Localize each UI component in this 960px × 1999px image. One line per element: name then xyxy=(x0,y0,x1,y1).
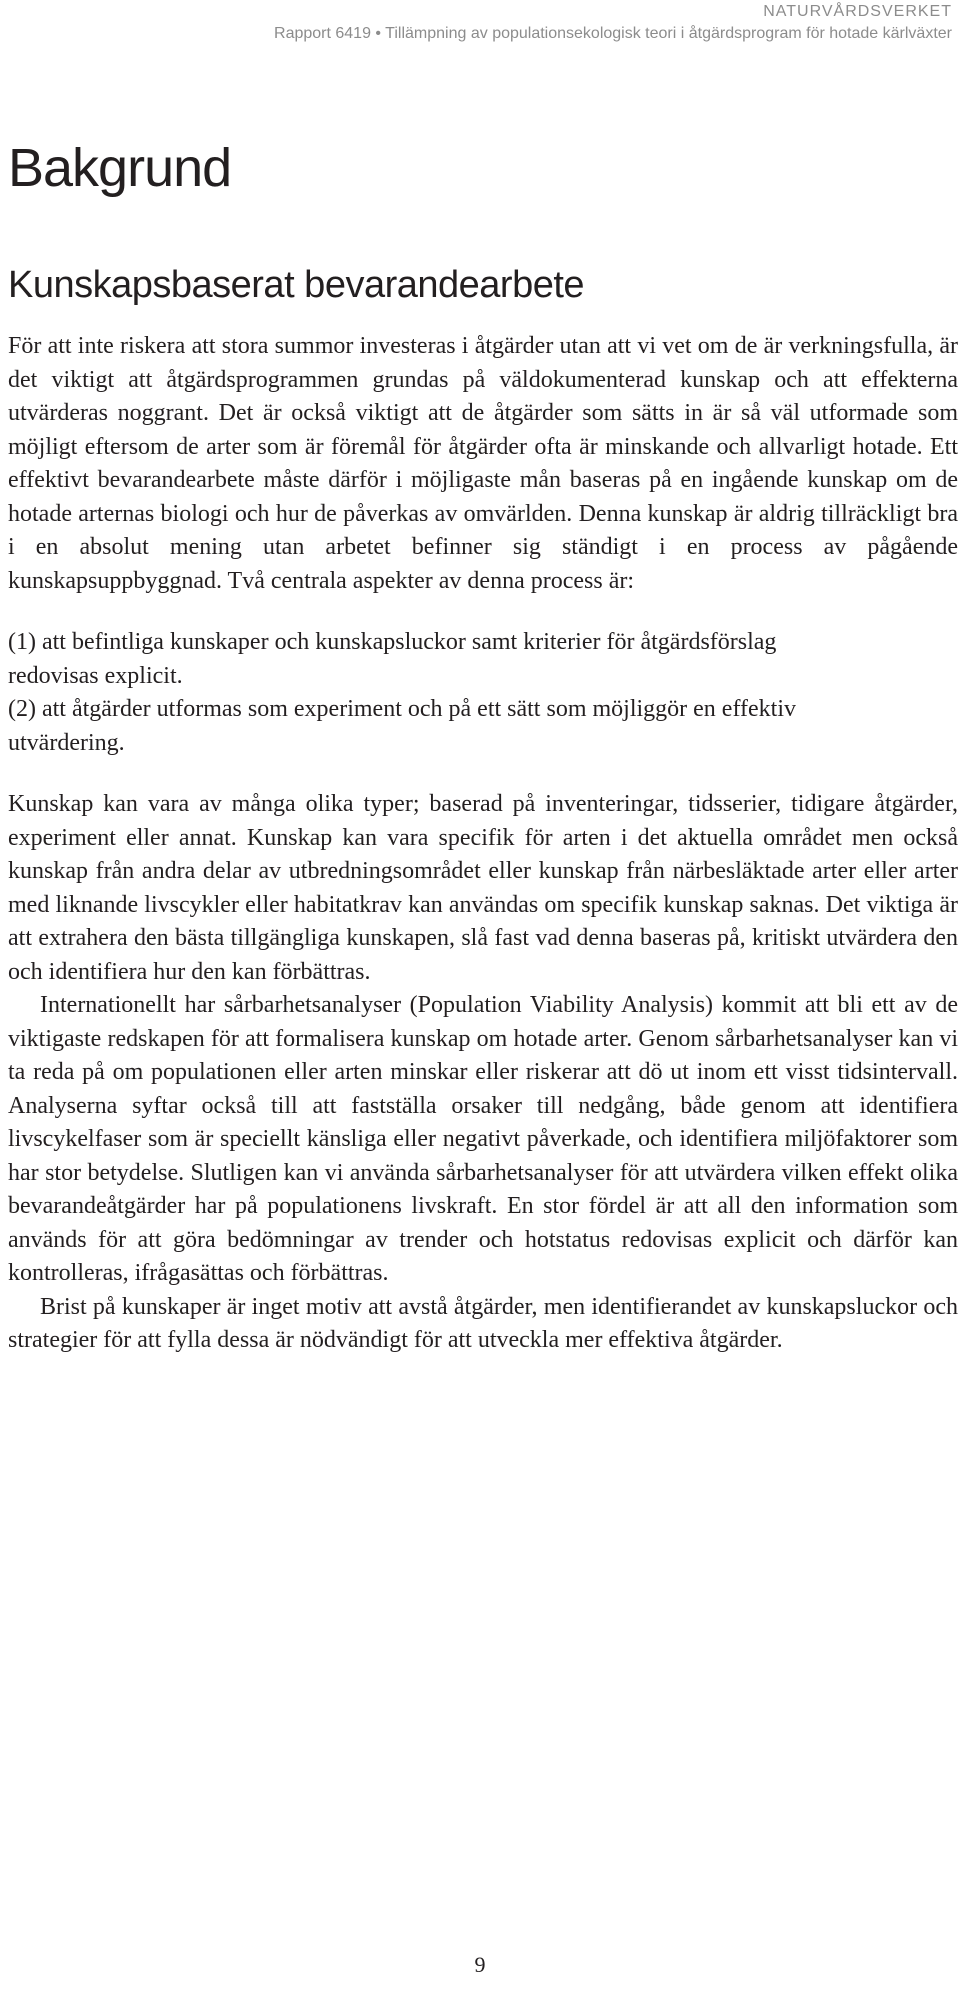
page-number: 9 xyxy=(474,1952,486,1977)
list-item: (2) att åtgärder utformas som experiment och på ett sätt som möjliggör en effektiv utvärdering. xyxy=(8,696,796,756)
aspects-list xyxy=(8,626,960,760)
section-heading: Kunskapsbaserat bevarandearbete xyxy=(8,264,585,306)
header-organization: NATURVÅRDSVERKET xyxy=(763,3,952,20)
intro-paragraph: För att inte riskera att stora summor investeras i åtgärder utan att vi vet om de är verkningsfulla, är det viktigt att åtgärdsprogrammen grundas på väldokumenterad kunskap och att effekterna utvärderas noggrant. Det är också viktigt att de åtgärder som sätts in är så väl utformade som möjligt eftersom de arter som är föremål för åtgärder ofta är minskande och allvarligt hotade. Ett effektivt bevarandearbete måste därför i möjligaste mån baseras på en ingående kunskap om de hotade arternas biologi och hur de påverkas av omvärlden. Denna kunskap är aldrig tillräckligt bra i en absolut mening utan arbetet befinner sig ständigt i en process av pågående kunskapsuppbyggnad. Två centrala aspekter av denna process är: xyxy=(8,333,958,594)
conclusion-paragraph: Brist på kunskaper är inget motiv att avstå åtgärder, men identifierandet av kunskapsluckor och strategier för att fylla dessa är nödvändigt för att utveckla mer effektiva åtgärder. xyxy=(8,1293,958,1353)
header-report-title: Rapport 6419 • Tillämpning av populationsekologisk teori i åtgärdsprogram för hotade kärlväxter xyxy=(274,25,952,42)
list-item: (1) att befintliga kunskaper och kunskapsluckor samt kriterier för åtgärdsförslag redovisas explicit. xyxy=(8,629,777,689)
knowledge-types-paragraph: Kunskap kan vara av många olika typer; baserad på inventeringar, tidsserier, tidigare åtgärder, experiment eller annat. Kunskap kan vara specifik för arten i det aktuella området men också kunskap från andra delar av utbredningsområdet eller kunskap från närbesläktade arter eller arter med liknande livscykler eller habitatkrav kan användas om specifik kunskap saknas. Det viktiga är att extrahera den bästa tillgängliga kunskapen, slå fast vad denna baseras på, kritiskt utvärdera den och identifiera hur den kan förbättras. xyxy=(8,791,958,985)
pva-paragraph: Internationellt har sårbarhetsanalyser (Population Viability Analysis) kommit att bli ett av de viktigaste redskapen för att formalisera kunskap om hotade arter. Genom sårbarhetsanalyser kan vi ta reda på om populationen eller arten minskar eller riskerar att dö ut inom ett visst tidsintervall. Analyserna syftar också till att fastställa orsaker till nedgång, både genom att identifiera livscykelfaser som är speciellt känsliga eller negativt påverkade, och identifiera miljöfaktorer som har stor betydelse. Slutligen kan vi använda sårbarhetsanalyser för att utvärdera vilken effekt olika bevarandeåtgärder har på populationens livskraft. En stor fördel är att all den information som används för att göra bedömningar av trender och hotstatus redovisas explicit och därför kan kontrolleras, ifrågasättas och förbättras. xyxy=(8,992,958,1286)
chapter-title: Bakgrund xyxy=(8,138,232,198)
running-header xyxy=(274,2,952,46)
page-content xyxy=(8,136,960,1358)
